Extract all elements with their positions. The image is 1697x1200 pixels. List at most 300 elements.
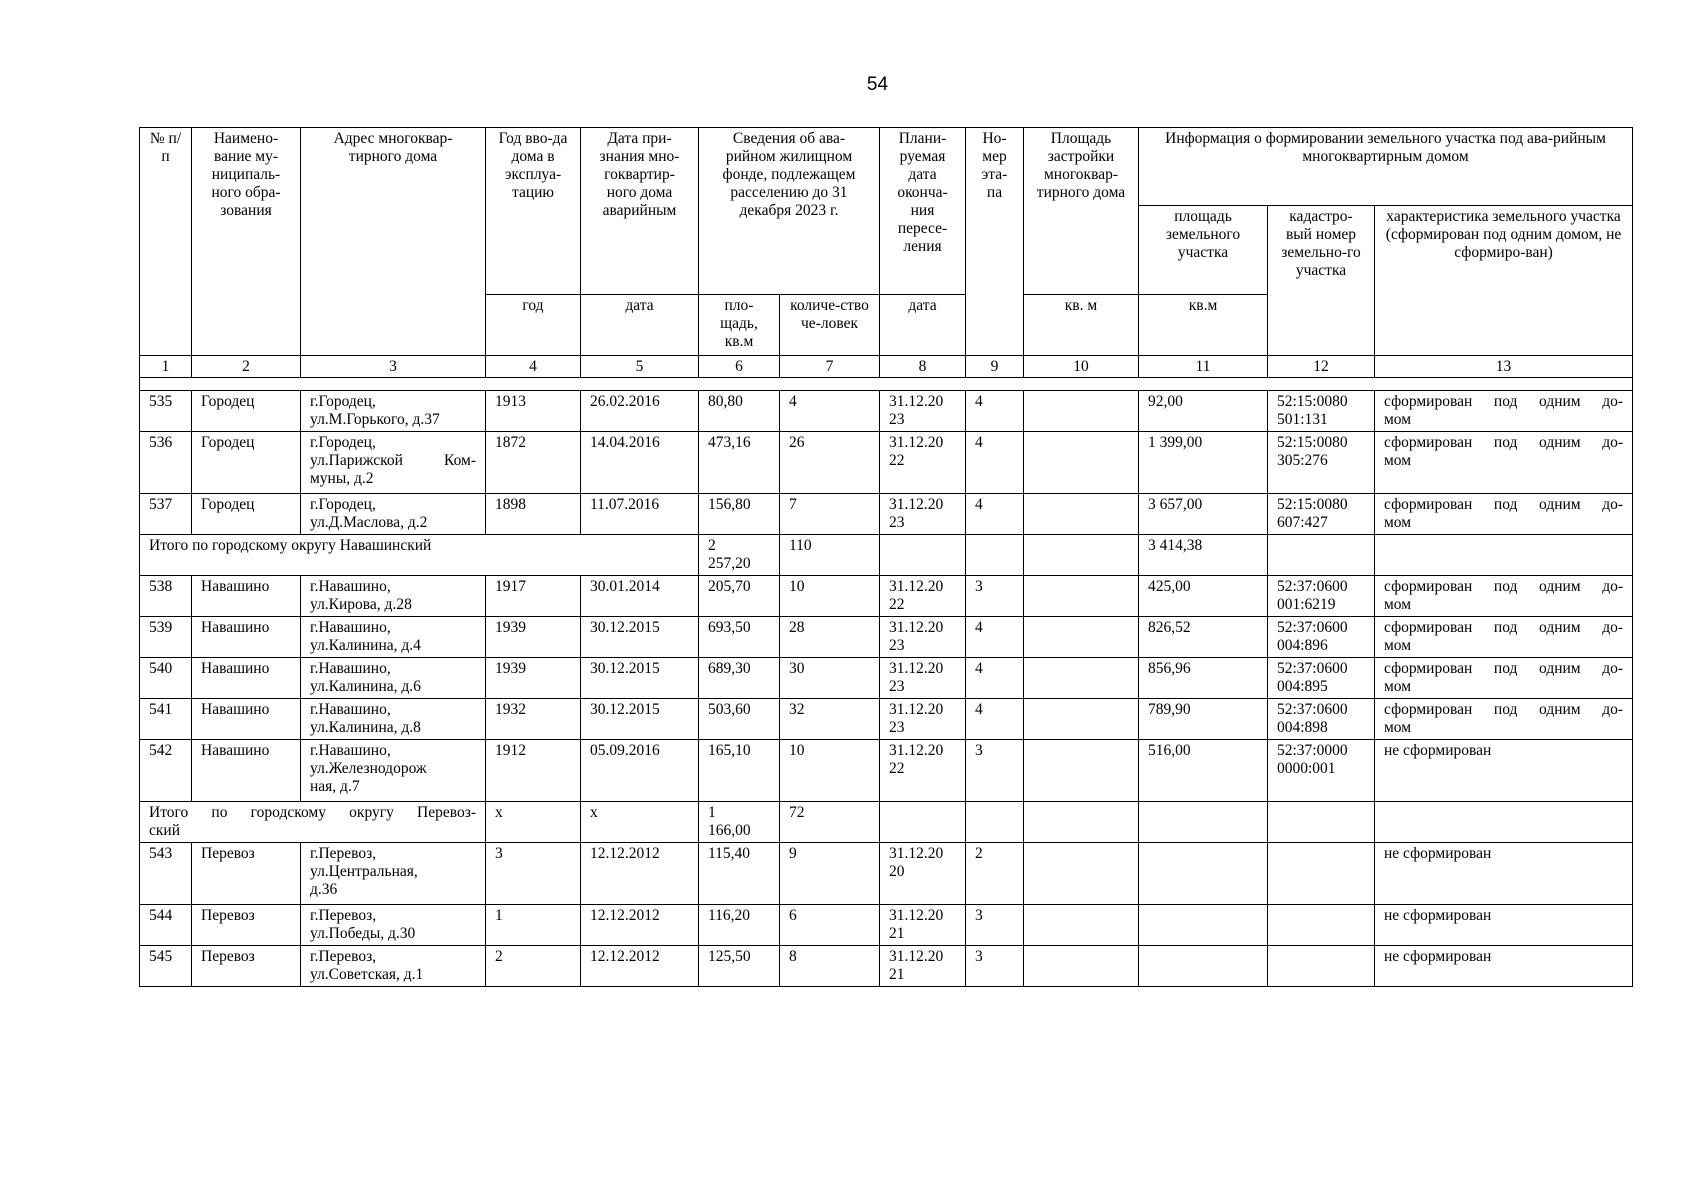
cadastral-line: 305:276 — [1277, 452, 1328, 469]
cell-municipality: Городец — [192, 432, 301, 494]
cell-year: 1913 — [486, 391, 581, 432]
column-number: 1 — [140, 356, 192, 378]
table-row — [140, 494, 1633, 535]
total-building-area — [1024, 535, 1139, 576]
planned-date-line: 23 — [889, 411, 905, 428]
cell-land-characteristic — [1375, 740, 1633, 802]
cell-land-characteristic — [1375, 699, 1633, 740]
emergency-housing-table — [139, 127, 1633, 987]
cell-date: 11.07.2016 — [581, 494, 699, 535]
cell-no: 541 — [140, 699, 192, 740]
cell-no: 540 — [140, 658, 192, 699]
characteristic-line: не сформирован — [1384, 948, 1492, 965]
cell-date: 30.12.2015 — [581, 617, 699, 658]
address-line: д.36 — [310, 881, 338, 898]
planned-date-line: 23 — [889, 637, 905, 654]
cell-cadastral — [1268, 740, 1375, 802]
cell-land-area: 789,90 — [1139, 699, 1268, 740]
cell-cadastral — [1268, 576, 1375, 617]
planned-date-line: 31.12.20 — [889, 619, 944, 636]
cell-year: 1932 — [486, 699, 581, 740]
spacer-row — [140, 378, 1633, 391]
address-line: ул.Победы, д.30 — [310, 925, 416, 942]
cell-stage: 4 — [966, 699, 1024, 740]
cell-municipality: Городец — [192, 494, 301, 535]
cell-area: 156,80 — [699, 494, 780, 535]
cell-year: 1898 — [486, 494, 581, 535]
planned-date-line: 31.12.20 — [889, 496, 944, 513]
cell-land-area: 516,00 — [1139, 740, 1268, 802]
characteristic-line: сформирован под одним до- — [1384, 393, 1624, 410]
cell-municipality: Перевоз — [192, 843, 301, 905]
column-number: 8 — [880, 356, 966, 378]
cell-address — [301, 494, 486, 535]
cell-land-area — [1139, 946, 1268, 987]
cell-cadastral — [1268, 658, 1375, 699]
address-line: муны, д.2 — [310, 470, 374, 487]
address-line: г.Навашино, — [310, 742, 391, 759]
total-stage — [966, 802, 1024, 843]
cell-building-area — [1024, 658, 1139, 699]
cadastral-line: 501:131 — [1277, 411, 1328, 428]
cell-building-area — [1024, 576, 1139, 617]
column-number: 10 — [1024, 356, 1139, 378]
header-year: Год вво-да дома в эксплуа-тацию — [486, 128, 581, 295]
planned-date-line: 20 — [889, 863, 905, 880]
cell-year: 2 — [486, 946, 581, 987]
cell-land-characteristic — [1375, 391, 1633, 432]
cell-building-area — [1024, 494, 1139, 535]
total-area-line: 257,20 — [708, 555, 751, 572]
characteristic-line: не сформирован — [1384, 742, 1492, 759]
cell-land-characteristic — [1375, 658, 1633, 699]
characteristic-line: мом — [1384, 719, 1412, 736]
cell-year: 1872 — [486, 432, 581, 494]
cell-stage: 4 — [966, 658, 1024, 699]
cell-people: 7 — [780, 494, 880, 535]
cell-stage: 3 — [966, 740, 1024, 802]
cell-planned-date — [880, 843, 966, 905]
cadastral-line: 0000:001 — [1277, 760, 1336, 777]
cell-planned-date — [880, 391, 966, 432]
cell-date: 26.02.2016 — [581, 391, 699, 432]
header-cadastral: кадастро-вый номер земельно-го участка — [1268, 206, 1375, 356]
total-cadastral — [1268, 802, 1375, 843]
cell-land-characteristic — [1375, 843, 1633, 905]
planned-date-line: 31.12.20 — [889, 578, 944, 595]
column-number: 12 — [1268, 356, 1375, 378]
characteristic-line: сформирован под одним до- — [1384, 434, 1624, 451]
cell-planned-date — [880, 658, 966, 699]
cadastral-line: 004:895 — [1277, 678, 1328, 695]
cell-year: 1 — [486, 905, 581, 946]
address-line: г.Перевоз, — [310, 948, 377, 965]
cell-year: 1917 — [486, 576, 581, 617]
column-number: 9 — [966, 356, 1024, 378]
cadastral-line: 004:896 — [1277, 637, 1328, 654]
header-municipality: Наимено-вание му-ниципаль-ного обра-зования — [192, 128, 301, 356]
cell-building-area — [1024, 843, 1139, 905]
column-number: 3 — [301, 356, 486, 378]
cell-building-area — [1024, 740, 1139, 802]
cell-planned-date — [880, 617, 966, 658]
planned-date-line: 31.12.20 — [889, 948, 944, 965]
header-unit-people: количе-ство че-ловек — [780, 295, 880, 356]
cell-land-characteristic — [1375, 617, 1633, 658]
cell-no: 542 — [140, 740, 192, 802]
header-unit-planned-date: дата — [880, 295, 966, 356]
cell-date: 30.01.2014 — [581, 576, 699, 617]
column-number: 4 — [486, 356, 581, 378]
cell-address — [301, 905, 486, 946]
cell-no: 539 — [140, 617, 192, 658]
cell-area: 80,80 — [699, 391, 780, 432]
total-area-line: 2 — [708, 537, 716, 554]
cell-stage: 2 — [966, 843, 1024, 905]
characteristic-line: сформирован под одним до- — [1384, 578, 1624, 595]
cell-planned-date — [880, 432, 966, 494]
address-line: г.Городец, — [310, 496, 376, 513]
cell-area: 116,20 — [699, 905, 780, 946]
cell-planned-date — [880, 699, 966, 740]
cadastral-line: 52:37:0600 — [1277, 619, 1348, 636]
total-planned-date — [880, 802, 966, 843]
total-land-characteristic — [1375, 802, 1633, 843]
cell-land-area: 92,00 — [1139, 391, 1268, 432]
cell-cadastral — [1268, 946, 1375, 987]
cell-no: 536 — [140, 432, 192, 494]
cell-no: 538 — [140, 576, 192, 617]
total-label-line: Итого по городскому округу Перевоз- — [149, 804, 476, 821]
column-number: 7 — [780, 356, 880, 378]
cell-address — [301, 617, 486, 658]
cell-stage: 4 — [966, 391, 1024, 432]
characteristic-line: мом — [1384, 452, 1412, 469]
cell-municipality: Навашино — [192, 617, 301, 658]
cell-land-area: 1 399,00 — [1139, 432, 1268, 494]
planned-date-line: 23 — [889, 678, 905, 695]
cell-date: 30.12.2015 — [581, 658, 699, 699]
cell-area: 165,10 — [699, 740, 780, 802]
cell-no: 545 — [140, 946, 192, 987]
characteristic-line: мом — [1384, 514, 1412, 531]
cell-building-area — [1024, 391, 1139, 432]
total-area — [699, 802, 780, 843]
cell-land-characteristic — [1375, 905, 1633, 946]
characteristic-line: мом — [1384, 637, 1412, 654]
cell-no: 543 — [140, 843, 192, 905]
cell-no: 537 — [140, 494, 192, 535]
address-line: г.Навашино, — [310, 619, 391, 636]
cell-stage: 3 — [966, 576, 1024, 617]
header-unit-land-area: кв.м — [1139, 295, 1268, 356]
total-label: Итого по городскому округу Навашинский — [140, 535, 699, 576]
address-line: ул.Калинина, д.8 — [310, 719, 421, 736]
cell-no: 544 — [140, 905, 192, 946]
planned-date-line: 21 — [889, 925, 905, 942]
cell-area: 125,50 — [699, 946, 780, 987]
cell-cadastral — [1268, 494, 1375, 535]
cell-people: 4 — [780, 391, 880, 432]
cell-cadastral — [1268, 432, 1375, 494]
cell-cadastral — [1268, 391, 1375, 432]
address-line: ул.Железнодорож — [310, 760, 427, 777]
characteristic-line: сформирован под одним до- — [1384, 701, 1624, 718]
address-line: ул.Калинина, д.4 — [310, 637, 421, 654]
cell-area: 115,40 — [699, 843, 780, 905]
total-label-line: ский — [149, 822, 180, 839]
cell-date: 30.12.2015 — [581, 699, 699, 740]
planned-date-line: 23 — [889, 719, 905, 736]
cell-date: 05.09.2016 — [581, 740, 699, 802]
characteristic-line: мом — [1384, 678, 1412, 695]
cadastral-line: 52:37:0000 — [1277, 742, 1348, 759]
cell-planned-date — [880, 494, 966, 535]
header-unit-area: пло-щадь, кв.м — [699, 295, 780, 356]
column-number: 2 — [192, 356, 301, 378]
cell-date: 12.12.2012 — [581, 905, 699, 946]
cell-people: 30 — [780, 658, 880, 699]
cell-date: 12.12.2012 — [581, 946, 699, 987]
cell-planned-date — [880, 905, 966, 946]
total-cadastral — [1268, 535, 1375, 576]
characteristic-line: мом — [1384, 596, 1412, 613]
address-line: ная, д.7 — [310, 778, 360, 795]
characteristic-line: сформирован под одним до- — [1384, 496, 1624, 513]
total-land-area — [1139, 802, 1268, 843]
cell-building-area — [1024, 432, 1139, 494]
cell-cadastral — [1268, 905, 1375, 946]
address-line: г.Перевоз, — [310, 845, 377, 862]
column-number: 6 — [699, 356, 780, 378]
address-line: ул.Советская, д.1 — [310, 966, 424, 983]
cell-stage: 4 — [966, 494, 1024, 535]
planned-date-line: 31.12.20 — [889, 845, 944, 862]
cell-land-characteristic — [1375, 432, 1633, 494]
table-row — [140, 946, 1633, 987]
planned-date-line: 31.12.20 — [889, 393, 944, 410]
header-land-info: Информация о формировании земельного участка под ава-рийным многоквартирным домом — [1139, 128, 1633, 206]
cell-cadastral — [1268, 617, 1375, 658]
address-line: ул.Парижской Ком- — [310, 452, 476, 469]
cell-date: 12.12.2012 — [581, 843, 699, 905]
cell-area: 503,60 — [699, 699, 780, 740]
address-line: г.Навашино, — [310, 701, 391, 718]
cell-area: 205,70 — [699, 576, 780, 617]
total-people: 72 — [780, 802, 880, 843]
total-land-area: 3 414,38 — [1139, 535, 1268, 576]
header-land-characteristic: характеристика земельного участка (сформирован под одним домом, не сформиро-ван) — [1375, 206, 1633, 356]
cell-land-characteristic — [1375, 494, 1633, 535]
cell-people: 28 — [780, 617, 880, 658]
address-line: ул.Д.Маслова, д.2 — [310, 514, 428, 531]
cell-address — [301, 391, 486, 432]
cell-stage: 4 — [966, 617, 1024, 658]
table-row — [140, 843, 1633, 905]
cell-address — [301, 946, 486, 987]
column-number: 11 — [1139, 356, 1268, 378]
total-area-line: 1 — [708, 804, 716, 821]
total-row-perevozsky — [140, 802, 1633, 843]
cell-municipality: Городец — [192, 391, 301, 432]
cell-land-area — [1139, 905, 1268, 946]
cell-land-area: 3 657,00 — [1139, 494, 1268, 535]
cadastral-line: 52:15:0080 — [1277, 496, 1348, 513]
cell-building-area — [1024, 905, 1139, 946]
total-label — [140, 802, 486, 843]
cell-no: 535 — [140, 391, 192, 432]
header-unit-year: год — [486, 295, 581, 356]
cell-planned-date — [880, 946, 966, 987]
header-address: Адрес многоквар-тирного дома — [301, 128, 486, 356]
planned-date-line: 22 — [889, 596, 905, 613]
cell-building-area — [1024, 617, 1139, 658]
total-people: 110 — [780, 535, 880, 576]
planned-date-line: 22 — [889, 760, 905, 777]
total-area — [699, 535, 780, 576]
cell-cadastral — [1268, 843, 1375, 905]
header-date-emergency: Дата при-знания мно-гоквартир-ного дома аварийным — [581, 128, 699, 295]
cadastral-line: 52:37:0600 — [1277, 701, 1348, 718]
characteristic-line: мом — [1384, 411, 1412, 428]
cell-land-area — [1139, 843, 1268, 905]
cell-address — [301, 432, 486, 494]
column-number: 13 — [1375, 356, 1633, 378]
cell-municipality: Навашино — [192, 699, 301, 740]
planned-date-line: 22 — [889, 452, 905, 469]
cell-area: 473,16 — [699, 432, 780, 494]
header-housing-stock: Сведения об ава-рийном жилищном фонде, подлежащем расселению до 31 декабря 2023 г. — [699, 128, 880, 295]
cadastral-line: 001:6219 — [1277, 596, 1336, 613]
cadastral-line: 52:15:0080 — [1277, 434, 1348, 451]
header-land-area: площадь земельного участка — [1139, 206, 1268, 295]
cell-people: 9 — [780, 843, 880, 905]
address-line: г.Городец, — [310, 434, 376, 451]
total-date: х — [581, 802, 699, 843]
total-planned-date — [880, 535, 966, 576]
total-stage — [966, 535, 1024, 576]
address-line: ул.М.Горького, д.37 — [310, 411, 440, 428]
address-line: г.Перевоз, — [310, 907, 377, 924]
cell-land-area: 826,52 — [1139, 617, 1268, 658]
address-line: г.Навашино, — [310, 578, 391, 595]
cell-land-area: 425,00 — [1139, 576, 1268, 617]
total-building-area — [1024, 802, 1139, 843]
table-row — [140, 905, 1633, 946]
planned-date-line: 23 — [889, 514, 905, 531]
address-line: ул.Калинина, д.6 — [310, 678, 421, 695]
header-stage: Но-мер эта-па — [966, 128, 1024, 356]
cell-year: 1939 — [486, 617, 581, 658]
characteristic-line: не сформирован — [1384, 845, 1492, 862]
column-number: 5 — [581, 356, 699, 378]
table-row — [140, 699, 1633, 740]
table-row — [140, 617, 1633, 658]
cell-address — [301, 576, 486, 617]
cadastral-line: 004:898 — [1277, 719, 1328, 736]
header-unit-building-area: кв. м — [1024, 295, 1139, 356]
cadastral-line: 52:37:0600 — [1277, 578, 1348, 595]
cell-area: 693,50 — [699, 617, 780, 658]
cell-address — [301, 699, 486, 740]
total-year: х — [486, 802, 581, 843]
cell-municipality: Навашино — [192, 658, 301, 699]
cell-year: 1912 — [486, 740, 581, 802]
cell-land-characteristic — [1375, 946, 1633, 987]
cell-municipality: Навашино — [192, 740, 301, 802]
cell-municipality: Перевоз — [192, 905, 301, 946]
planned-date-line: 31.12.20 — [889, 701, 944, 718]
cell-land-area: 856,96 — [1139, 658, 1268, 699]
planned-date-line: 31.12.20 — [889, 434, 944, 451]
cell-area: 689,30 — [699, 658, 780, 699]
cell-people: 8 — [780, 946, 880, 987]
cell-people: 32 — [780, 699, 880, 740]
cell-people: 10 — [780, 576, 880, 617]
cadastral-line: 52:37:0600 — [1277, 660, 1348, 677]
header-building-area: Площадь застройки многоквар-тирного дома — [1024, 128, 1139, 295]
cell-year: 1939 — [486, 658, 581, 699]
table-row — [140, 391, 1633, 432]
cell-planned-date — [880, 576, 966, 617]
total-area-line: 166,00 — [708, 822, 751, 839]
cell-municipality: Навашино — [192, 576, 301, 617]
cell-year: 3 — [486, 843, 581, 905]
cell-address — [301, 740, 486, 802]
address-line: г.Навашино, — [310, 660, 391, 677]
column-number-row — [140, 356, 1633, 378]
cell-building-area — [1024, 699, 1139, 740]
cell-stage: 4 — [966, 432, 1024, 494]
address-line: г.Городец, — [310, 393, 376, 410]
cell-building-area — [1024, 946, 1139, 987]
planned-date-line: 31.12.20 — [889, 742, 944, 759]
cell-address — [301, 843, 486, 905]
table-row — [140, 658, 1633, 699]
total-land-characteristic — [1375, 535, 1633, 576]
cell-land-characteristic — [1375, 576, 1633, 617]
cell-municipality: Перевоз — [192, 946, 301, 987]
characteristic-line: сформирован под одним до- — [1384, 660, 1624, 677]
address-line: ул.Кирова, д.28 — [310, 596, 412, 613]
planned-date-line: 31.12.20 — [889, 660, 944, 677]
address-line: ул.Центральная, — [310, 863, 418, 880]
total-row-navashinsky — [140, 535, 1633, 576]
cadastral-line: 52:15:0080 — [1277, 393, 1348, 410]
table-row — [140, 740, 1633, 802]
page-number: 54 — [866, 74, 889, 95]
cell-people: 10 — [780, 740, 880, 802]
cell-address — [301, 658, 486, 699]
cell-people: 6 — [780, 905, 880, 946]
header-planned-date: Плани-руемая дата оконча-ния пересе-ления — [880, 128, 966, 295]
planned-date-line: 21 — [889, 966, 905, 983]
cadastral-line: 607:427 — [1277, 514, 1328, 531]
table-row — [140, 432, 1633, 494]
planned-date-line: 31.12.20 — [889, 907, 944, 924]
cell-cadastral — [1268, 699, 1375, 740]
cell-date: 14.04.2016 — [581, 432, 699, 494]
header-unit-date: дата — [581, 295, 699, 356]
cell-stage: 3 — [966, 905, 1024, 946]
cell-people: 26 — [780, 432, 880, 494]
cell-stage: 3 — [966, 946, 1024, 987]
header-no: № п/п — [140, 128, 192, 356]
cell-planned-date — [880, 740, 966, 802]
table-row — [140, 576, 1633, 617]
characteristic-line: сформирован под одним до- — [1384, 619, 1624, 636]
characteristic-line: не сформирован — [1384, 907, 1492, 924]
